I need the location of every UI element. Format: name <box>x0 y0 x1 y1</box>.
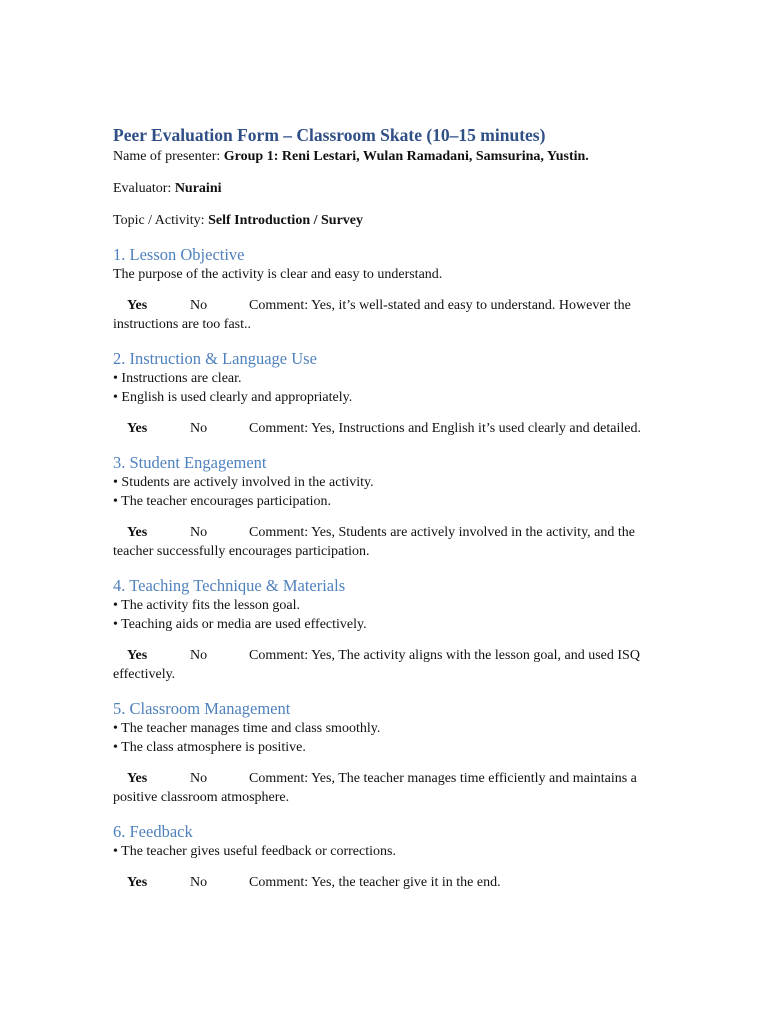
comment-label: Comment: <box>249 421 312 436</box>
criterion-item: • Instructions are clear. <box>113 371 242 386</box>
section-heading: 4. Teaching Technique & Materials <box>113 576 346 595</box>
comment-text: Yes, the teacher give it in the end. <box>311 875 501 890</box>
answer-row <box>113 769 653 807</box>
comment-label: Comment: <box>249 298 312 313</box>
criterion-item: The purpose of the activity is clear and easy to understand. <box>113 267 443 282</box>
section-heading: 1. Lesson Objective <box>113 245 245 264</box>
criterion-item: • Teaching aids or media are used effectively. <box>113 617 367 632</box>
topic-value: Self Introduction / Survey <box>208 213 364 228</box>
form-body <box>113 124 653 892</box>
section-heading: 5. Classroom Management <box>113 699 291 718</box>
section-heading: 6. Feedback <box>113 822 193 841</box>
comment-text: Yes, Students are actively involved in the activity, and the teacher successfully encourages participation. <box>113 525 635 559</box>
comment-text: Yes, The activity aligns with the lesson goal, and used ISQ effectively. <box>113 648 640 682</box>
comment-label: Comment: <box>249 525 312 540</box>
section-teaching-technique <box>113 575 653 684</box>
criterion-item: • The teacher gives useful feedback or corrections. <box>113 844 396 859</box>
yes-option[interactable]: Yes <box>127 648 148 663</box>
answer-row <box>113 523 653 561</box>
no-option[interactable]: No <box>190 421 208 436</box>
topic-line <box>113 212 653 230</box>
section-instruction-language <box>113 348 653 438</box>
yes-option[interactable]: Yes <box>127 525 148 540</box>
evaluator-label: Evaluator: <box>113 181 175 196</box>
yes-option[interactable]: Yes <box>127 298 148 313</box>
criterion-item: • The teacher encourages participation. <box>113 494 332 509</box>
comment-text: Yes, Instructions and English it’s used clearly and detailed. <box>311 421 641 436</box>
criterion-item: • Students are actively involved in the activity. <box>113 475 374 490</box>
comment-text: Yes, The teacher manages time efficiently and maintains a positive classroom atmosphere. <box>113 771 637 805</box>
no-option[interactable]: No <box>190 771 208 786</box>
no-option[interactable]: No <box>190 525 208 540</box>
criterion-item: • The class atmosphere is positive. <box>113 740 306 755</box>
section-heading: 2. Instruction & Language Use <box>113 349 317 368</box>
yes-option[interactable]: Yes <box>127 875 148 890</box>
comment-text: Yes, it’s well-stated and easy to understand. However the instructions are too fast.. <box>113 298 631 332</box>
section-classroom-management <box>113 698 653 807</box>
no-option[interactable]: No <box>190 298 208 313</box>
evaluator-value: Nuraini <box>174 181 222 196</box>
criterion-item: • English is used clearly and appropriately. <box>113 390 353 405</box>
yes-option[interactable]: Yes <box>127 421 148 436</box>
presenter-label: Name of presenter: <box>113 149 224 164</box>
answer-row <box>113 646 653 684</box>
section-student-engagement <box>113 452 653 561</box>
yes-option[interactable]: Yes <box>127 771 148 786</box>
no-option[interactable]: No <box>190 648 208 663</box>
criterion-item: • The teacher manages time and class smoothly. <box>113 721 381 736</box>
criterion-item: • The activity fits the lesson goal. <box>113 598 300 613</box>
answer-row <box>113 873 653 892</box>
comment-label: Comment: <box>249 648 312 663</box>
section-feedback <box>113 821 653 892</box>
presenter-value: Group 1: Reni Lestari, Wulan Ramadani, Samsurina, Yustin. <box>223 149 589 164</box>
comment-label: Comment: <box>249 771 312 786</box>
section-heading: 3. Student Engagement <box>113 453 267 472</box>
section-lesson-objective <box>113 244 653 334</box>
evaluator-line <box>113 180 653 198</box>
form-title: Peer Evaluation Form – Classroom Skate (10–15 minutes) <box>113 125 546 145</box>
comment-label: Comment: <box>249 875 312 890</box>
presenter-line <box>113 148 653 166</box>
topic-label: Topic / Activity: <box>113 213 209 228</box>
answer-row <box>113 419 653 438</box>
no-option[interactable]: No <box>190 875 208 890</box>
answer-row <box>113 296 653 334</box>
